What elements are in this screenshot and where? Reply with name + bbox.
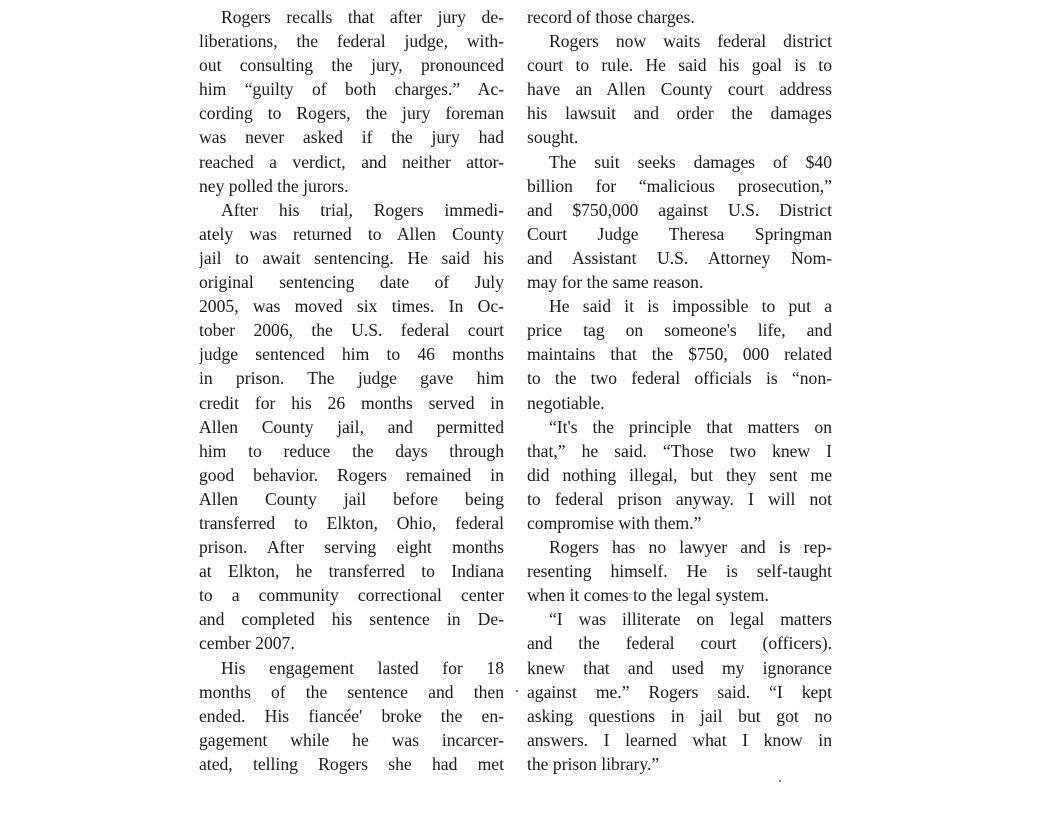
text-line: billion for “malicious prosecution,” xyxy=(527,175,832,196)
text-line: and $750,000 against U.S. District xyxy=(527,199,832,220)
paragraph-first-line: Rogers recalls that after jury de- xyxy=(221,7,504,27)
text-line: his lawsuit and order the damages xyxy=(527,103,832,124)
text-line: that,” he said. “Those two knew I xyxy=(527,440,832,461)
text-line: resenting himself. He is self-taught xyxy=(527,561,832,582)
paragraph-first-line: His engagement lasted for 18 xyxy=(221,657,504,678)
text-line: to a community correctional center xyxy=(199,585,504,606)
text-line: ately was returned to Allen County xyxy=(199,223,504,244)
text-line: may for the same reason. xyxy=(527,272,704,293)
text-line: months of the sentence and then xyxy=(199,681,504,702)
scan-speck xyxy=(779,780,781,782)
text-line: did nothing illegal, but they sent me xyxy=(527,464,832,485)
text-line: record of those charges. xyxy=(527,7,695,27)
right-column xyxy=(527,5,832,776)
text-line: judge sentenced him to 46 months xyxy=(199,344,504,365)
text-line: credit for his 26 months served in xyxy=(199,392,504,413)
text-line: him to reduce the days through xyxy=(199,440,504,461)
paragraph-first-line: The suit seeks damages of $40 xyxy=(549,151,832,172)
text-line: Allen County jail, and permitted xyxy=(199,416,504,437)
paragraph-first-line: After his trial, Rogers immedi- xyxy=(221,199,504,220)
text-line: prison. After serving eight months xyxy=(199,537,504,558)
paragraph-first-line: Rogers now waits federal district xyxy=(549,31,832,52)
text-line: ended. His fiancée' broke the en- xyxy=(199,705,504,726)
text-line: ney polled the jurors. xyxy=(199,175,349,196)
paragraph-first-line: “It's the principle that matters on xyxy=(549,416,832,437)
text-line: against me.” Rogers said. “I kept xyxy=(527,681,832,702)
text-line: tober 2006, the U.S. federal court xyxy=(199,320,504,341)
text-line: sought. xyxy=(527,127,579,148)
text-line: price tag on someone's life, and xyxy=(527,320,832,341)
text-line: asking questions in jail but got no xyxy=(527,705,832,726)
text-line: court to rule. He said his goal is to xyxy=(527,55,832,76)
text-line: and completed his sentence in De- xyxy=(199,609,504,630)
text-line: reached a verdict, and neither attor- xyxy=(199,151,504,172)
text-line: was never asked if the jury had xyxy=(199,127,504,148)
text-line: gagement while he was incarcer- xyxy=(199,729,504,750)
text-line: compromise with them.” xyxy=(527,512,702,533)
text-line: at Elkton, he transferred to Indiana xyxy=(199,561,504,582)
text-line: 2005, was moved six times. In Oc- xyxy=(199,296,504,317)
text-line: when it comes to the legal system. xyxy=(527,585,769,606)
paragraph-first-line: “I was illiterate on legal matters xyxy=(549,609,832,630)
text-line: knew that and used my ignorance xyxy=(527,657,832,678)
scan-speck xyxy=(516,690,518,692)
text-line: Court Judge Theresa Springman xyxy=(527,223,832,244)
text-line: him “guilty of both charges.” Ac- xyxy=(199,79,504,100)
left-column xyxy=(199,5,504,776)
text-line: and Assistant U.S. Attorney Nom- xyxy=(527,247,832,268)
text-line: cember 2007. xyxy=(199,633,295,654)
text-line: in prison. The judge gave him xyxy=(199,368,504,389)
text-line: cording to Rogers, the jury foreman xyxy=(199,103,504,124)
text-line: and the federal court (officers). xyxy=(527,633,832,654)
text-line: to federal prison anyway. I will not xyxy=(527,488,832,509)
paragraph-first-line: He said it is impossible to put a xyxy=(549,296,832,317)
text-line: negotiable. xyxy=(527,392,605,413)
text-line: to the two federal officials is “non- xyxy=(527,368,832,389)
text-line: answers. I learned what I know in xyxy=(527,729,832,750)
text-line: jail to await sentencing. He said his xyxy=(199,247,504,268)
text-line: original sentencing date of July xyxy=(199,272,504,293)
text-line: out consulting the jury, pronounced xyxy=(199,55,504,76)
text-line: transferred to Elkton, Ohio, federal xyxy=(199,512,504,533)
paragraph-first-line: Rogers has no lawyer and is rep- xyxy=(549,537,832,558)
text-line: maintains that the $750, 000 related xyxy=(527,344,832,365)
text-line: good behavior. Rogers remained in xyxy=(199,464,504,485)
text-line: liberations, the federal judge, with- xyxy=(199,31,504,52)
text-line: ated, telling Rogers she had met xyxy=(199,753,504,774)
text-line: the prison library.” xyxy=(527,753,660,774)
text-line: Allen County jail before being xyxy=(199,488,504,509)
text-line: have an Allen County court address xyxy=(527,79,832,100)
